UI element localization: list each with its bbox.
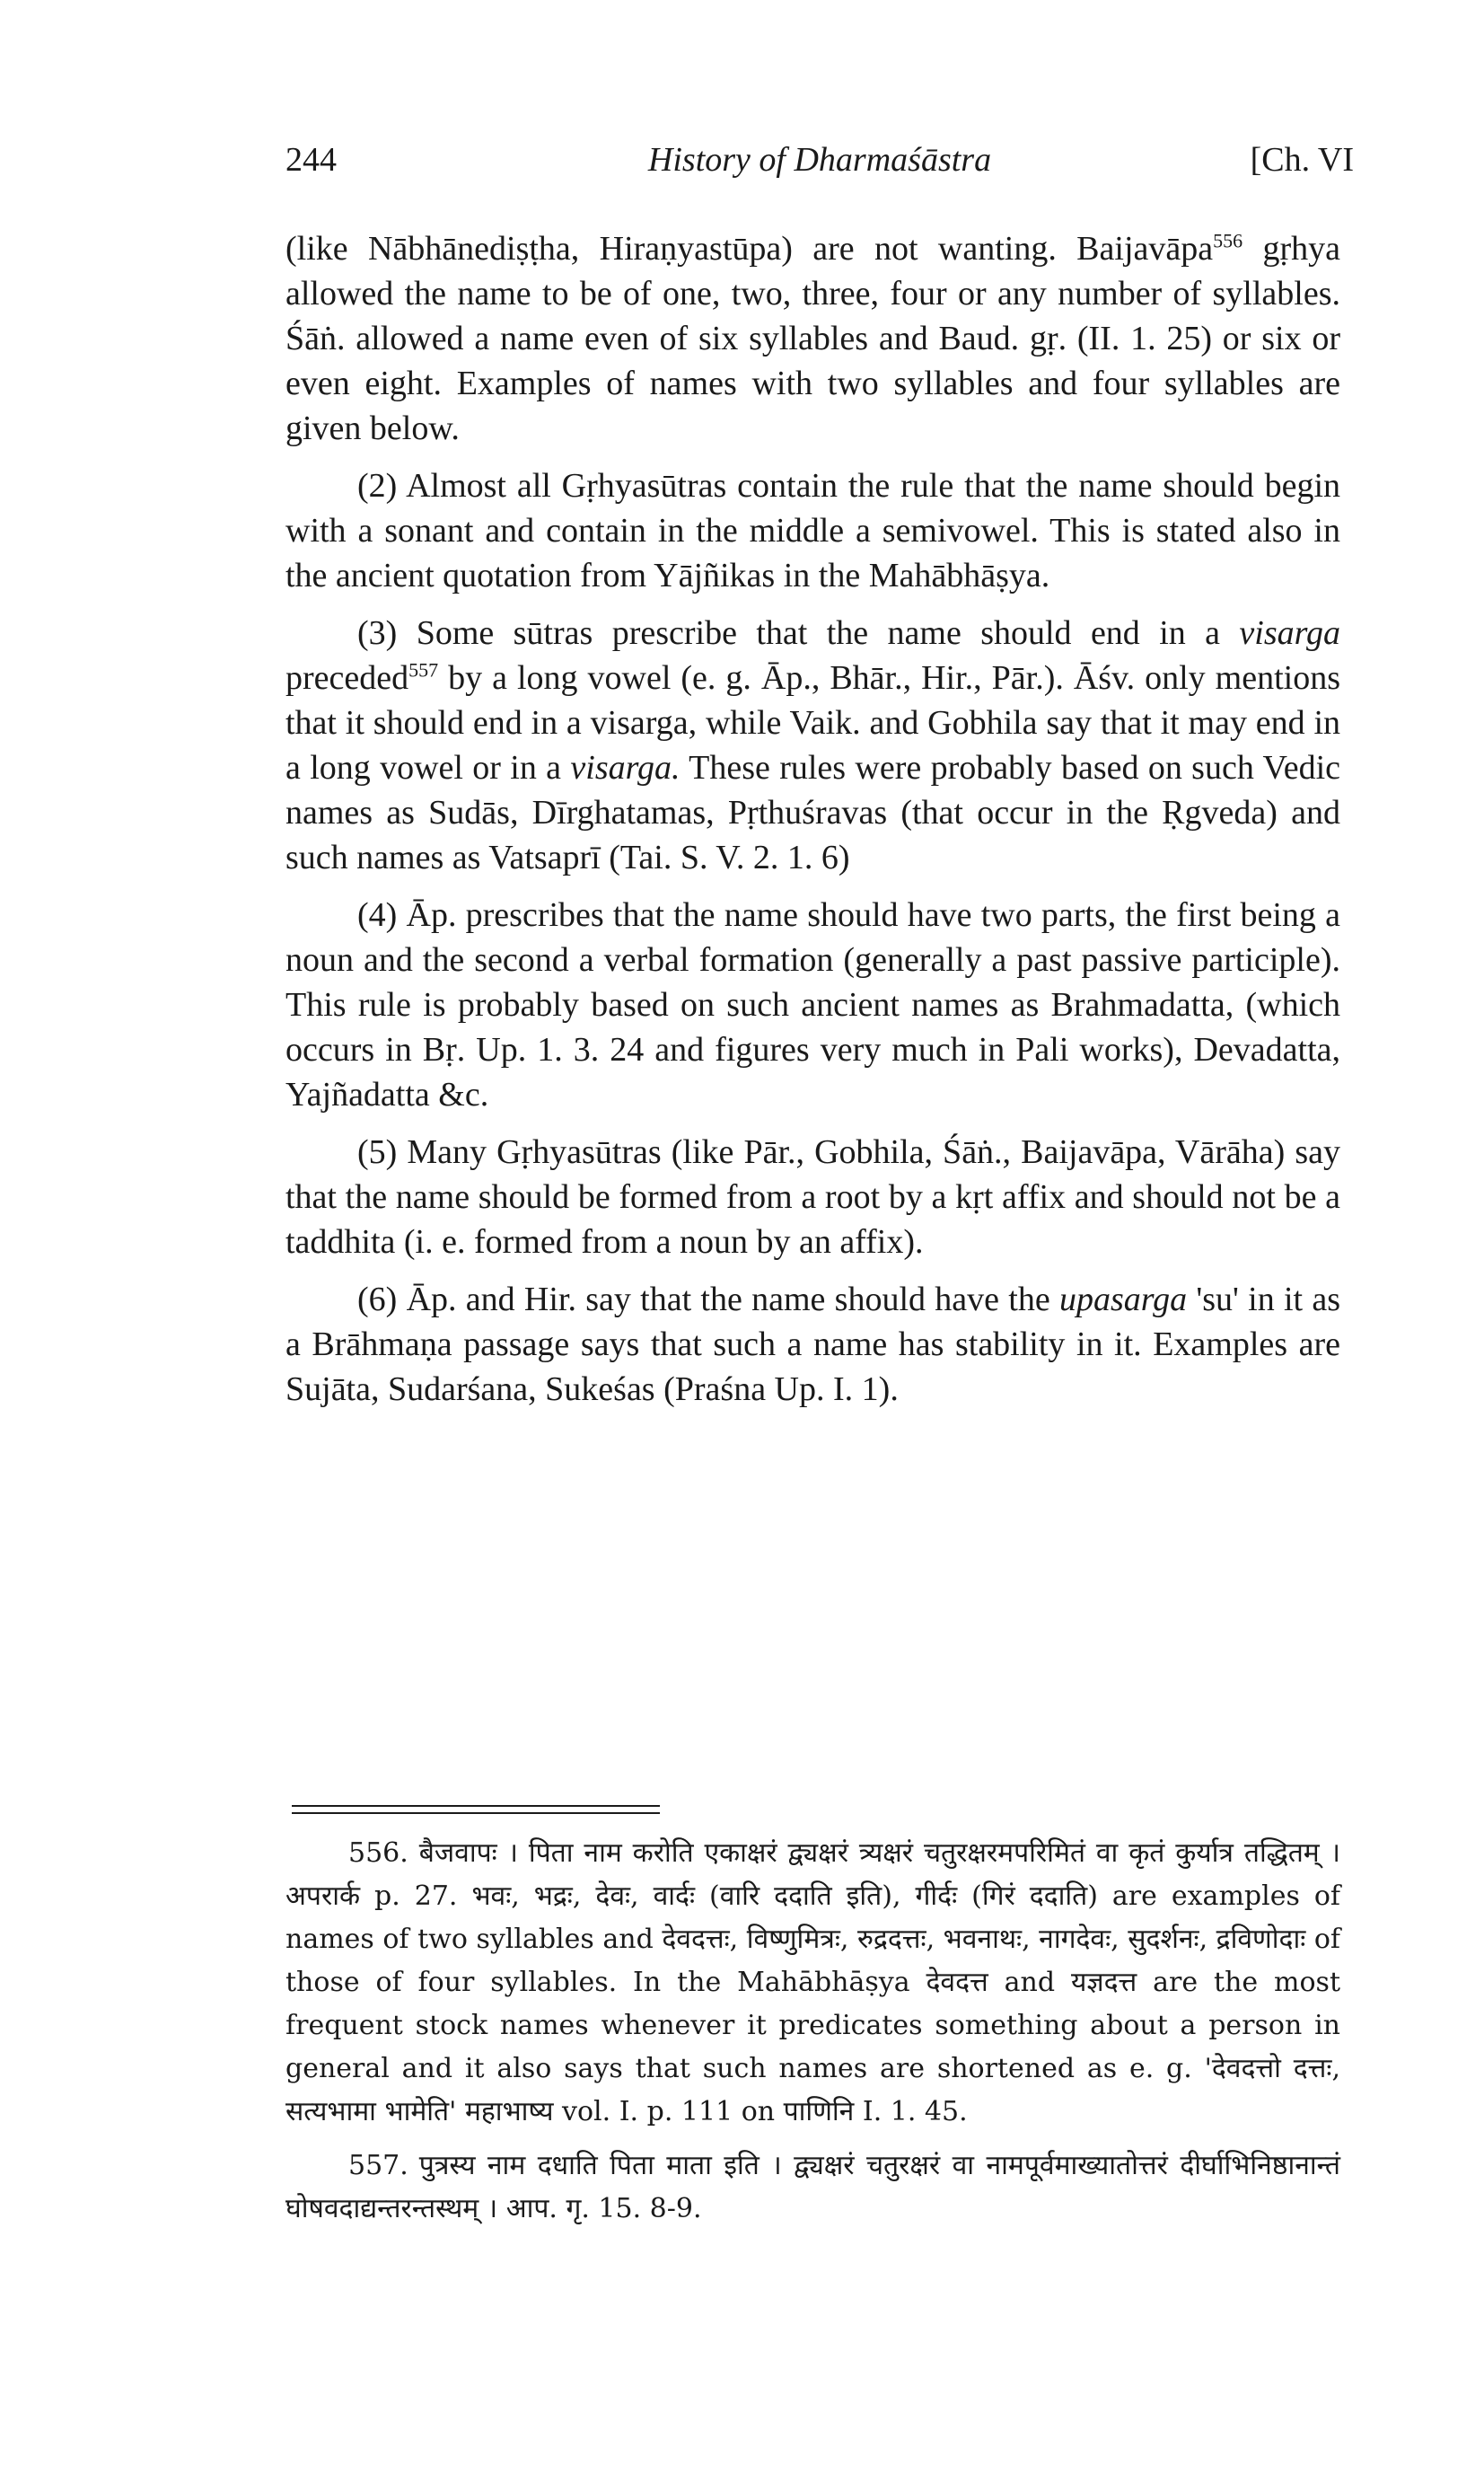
running-header (285, 140, 1354, 194)
paragraph-rule-3: (3) Some sūtras prescribe that the name should end in a visarga preceded$^{557}$ by a long vowel (e. g. Āp., Bhār., Hir., Pār.). Āśv. only mentions that it should end in a visarga, while Vaik. and Gobhila say that it may end in a long vowel or in a visarga. These rules were probably based on such Vedic names as Sudās, Dīrghatamas, Pṛthuśravas (that occur in the Ṛgveda) and such names as Vatsaprī (Tai. S. V. 2. 1. 6) (285, 614, 1340, 876)
paragraph-rule-6: (6) Āp. and Hir. say that the name should have the upasarga 'su' in it as a Brāhmaṇa passage says that such a name has stability in it. Examples are Sujāta, Sudarśana, Sukeśas (Praśna Up. I. 1). (285, 1281, 1340, 1408)
chapter-label: [Ch. VI (1250, 141, 1354, 179)
footnote-divider (292, 1805, 660, 1814)
paragraph-rule-4: (4) Āp. prescribes that the name should have two parts, the first being a noun and the second a verbal formation (generally a past passive participle). This rule is probably based on such ancient names as Brahmadatta, (which occurs in Bṛ. Up. 1. 3. 24 and figures very much in Pali works), Devadatta, Yajñadatta &c. (285, 896, 1340, 1114)
paragraph-rule-5: (5) Many Gṛhyasūtras (like Pār., Gobhila, Śāṅ., Baijavāpa, Vārāha) say that the name should be formed from a root by a kṛt affix and should not be a taddhita (i. e. formed from a noun by an affix). (285, 1133, 1340, 1261)
footnote-ref-557: 557 (408, 658, 439, 682)
footnote-557 (285, 2144, 1340, 2231)
paragraph-intro: (like Nābhānediṣṭha, Hiraṇyastūpa) are not wanting. Baijavāpa$^{556}$ gṛhya allowed the name to be of one, two, three, four or any number of syllables. Śāṅ. allowed a name even of six syllables and Baud. gṛ. (II. 1. 25) or six or even eight. Examples of names with two syllables and four syllables are given below. (285, 229, 1340, 447)
footnote-text: पुत्रस्य नाम दधाति पिता माता इति । द्व्यक्षरं चतुरक्षरं वा नामपूर्वमाख्यातोत्तरं दीर्घाभिनिष्ठानान्तं घोषवदाद्यन्तरन्तस्थम् । आप. गृ. 15. 8-9. (285, 2150, 1340, 2224)
page-number: 244 (285, 141, 337, 179)
footnote-556 (285, 1832, 1340, 2134)
paragraph-rule-2: (2) Almost all Gṛhyasūtras contain the rule that the name should begin with a sonant and contain in the middle a semivowel. This is stated also in the ancient quotation from Yājñikas in the Mahābhāṣya. (285, 467, 1340, 594)
footnote-ref-556: 556 (1213, 229, 1243, 252)
footnote-number: 557. (348, 2150, 408, 2181)
footnote-number: 556. (348, 1837, 408, 1869)
running-title: History of Dharmaśāstra (647, 141, 992, 179)
main-text (285, 226, 1340, 1424)
footnotes (285, 1832, 1340, 2241)
footnote-text: बैजवापः । पिता नाम करोति एकाक्षरं द्व्यक्षरं त्र्यक्षरं चतुरक्षरमपरिमितं वा कृतं कुर्यात्र तद्धितम् । अपरार्क p. 27. भवः, भद्रः, देवः, वार्दः (वारि ददाति इति), गीर्दः (गिरं ददाति) are examples of names of two syllables and देवदत्तः, विष्णुमित्रः, रुद्रदत्तः, भवनाथः, नागदेवः, सुदर्शनः, द्रविणोदाः of those of four syllables. In the Mahābhāṣya देवदत्त and यज्ञदत्त are the most frequent stock names whenever it predicates something about a person in general and it also says that such names are shortened as e. g. 'देवदत्तो दत्तः, सत्यभामा भामेति' महाभाष्य vol. I. p. 111 on पाणिनि I. 1. 45. (285, 1837, 1340, 2127)
